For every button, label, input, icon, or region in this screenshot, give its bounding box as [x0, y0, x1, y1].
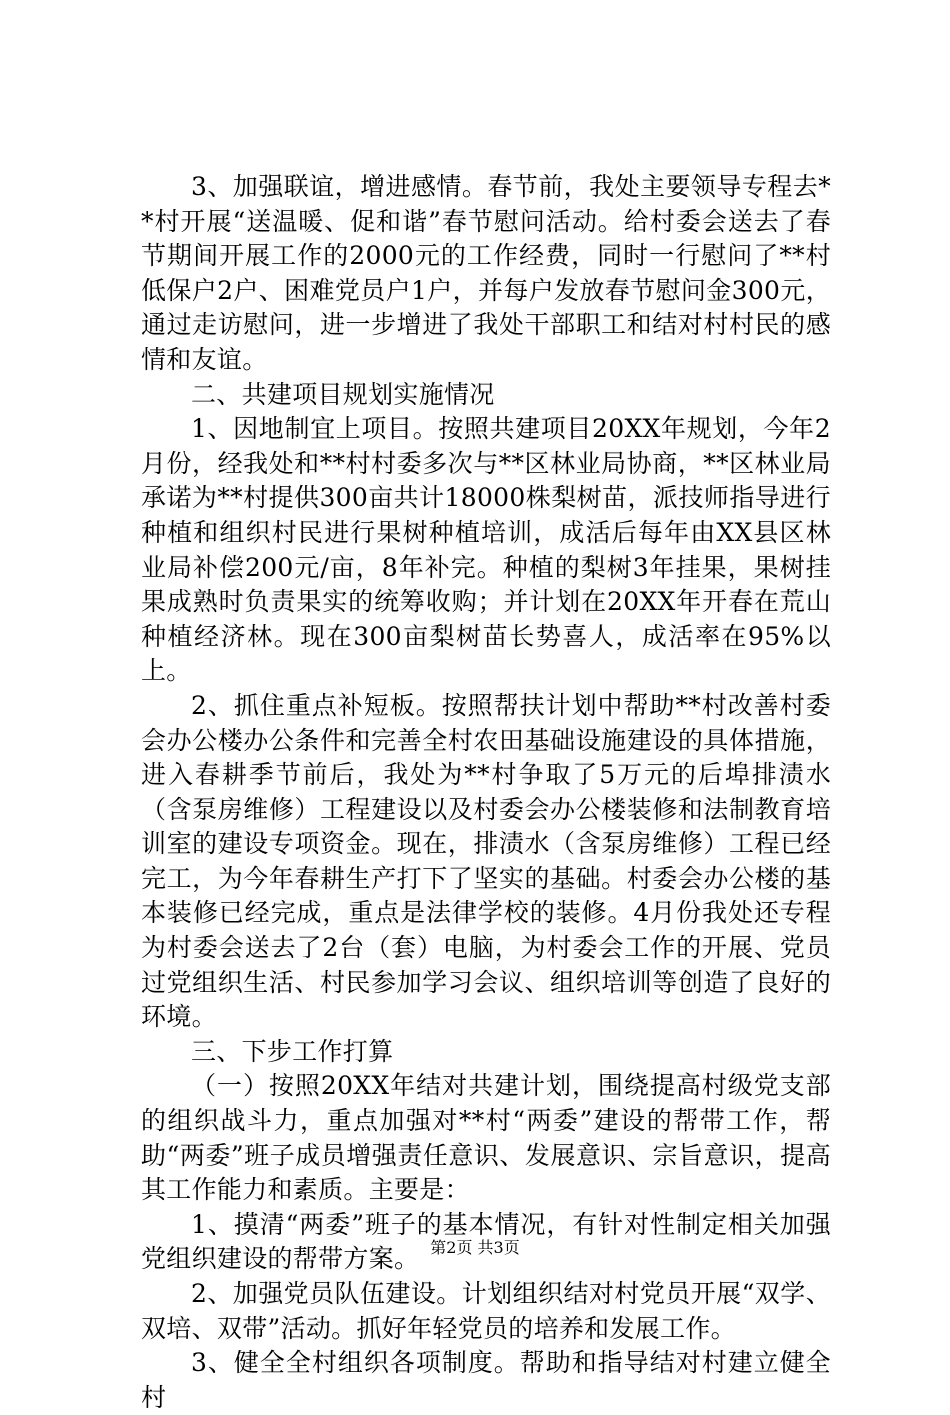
- paragraph-plan-item-2: 2、加强党员队伍建设。计划组织结对村党员开展“双学、双培、双带”活动。抓好年轻党员的培养和发展工作。: [141, 1279, 831, 1343]
- page-footer: 第2页 共3页: [430, 1238, 520, 1257]
- paragraph-festival-visit: 3、加强联谊，增进感情。春节前，我处主要领导专程去**村开展“送温暖、促和谐”春节慰问活动。给村委会送去了春节期间开展工作的2000元的工作经费，同时一行慰问了**村低保户2户、困难党员户1户，并每户发放春节慰问金300元，通过走访慰问，进一步增进了我处干部职工和结对村村民的感情和友谊。: [141, 172, 831, 374]
- paragraph-plan-item-1: 1、摸清“两委”班子的基本情况，有针对性制定相关加强党组织建设的帮带方案。: [141, 1209, 831, 1274]
- paragraph-infrastructure: 2、抓住重点补短板。按照帮扶计划中帮助**村改善村委会办公楼办公条件和完善全村农田基础设施建设的具体措施，进入春耕季节前后，我处为**村争取了5万元的后埠排渍水（含泵房维修）工程建设以及村委会办公楼装修和法制教育培训室的建设专项资金。现在，排渍水（含泵房维修）工程已经完工，为今年春耕生产打下了坚实的基础。村委会办公楼的基本装修已经完成，重点是法律学校的装修。4月份我处还专程为村委会送去了2台（套）电脑，为村委会工作的开展、党员过党组织生活、村民参加学习会议、组织培训等创造了良好的环境。: [141, 690, 831, 1032]
- paragraph-pear-tree-project: 1、因地制宜上项目。按照共建项目20XX年规划，今年2月份，经我处和**村村委多次与**区林业局协商，**区林业局承诺为**村提供300亩共计18000株梨树苗，派技师指导进行种植和组织村民进行果树种植培训，成活后每年由XX县区林业局补偿200元/亩，8年补完。种植的梨树3年挂果，果树挂果成熟时负责果实的统筹收购；并计划在20XX年开春在荒山种植经济林。现在300亩梨树苗长势喜人，成活率在95%以上。: [141, 414, 831, 686]
- section-heading-project-implementation: 二、共建项目规划实施情况: [191, 379, 495, 409]
- paragraph-plan-overview: （一）按照20XX年结对共建计划，围绕提高村级党支部的组织战斗力，重点加强对**村“两委”建设的帮带工作，帮助“两委”班子成员增强责任意识、发展意识、宗旨意识，提高其工作能力和素质。主要是：: [141, 1071, 831, 1205]
- document-body: [141, 170, 831, 1415]
- section-heading-next-steps: 三、下步工作打算: [191, 1036, 394, 1066]
- paragraph-plan-item-3: 3、健全全村组织各项制度。帮助和指导结对村建立健全村: [141, 1348, 831, 1412]
